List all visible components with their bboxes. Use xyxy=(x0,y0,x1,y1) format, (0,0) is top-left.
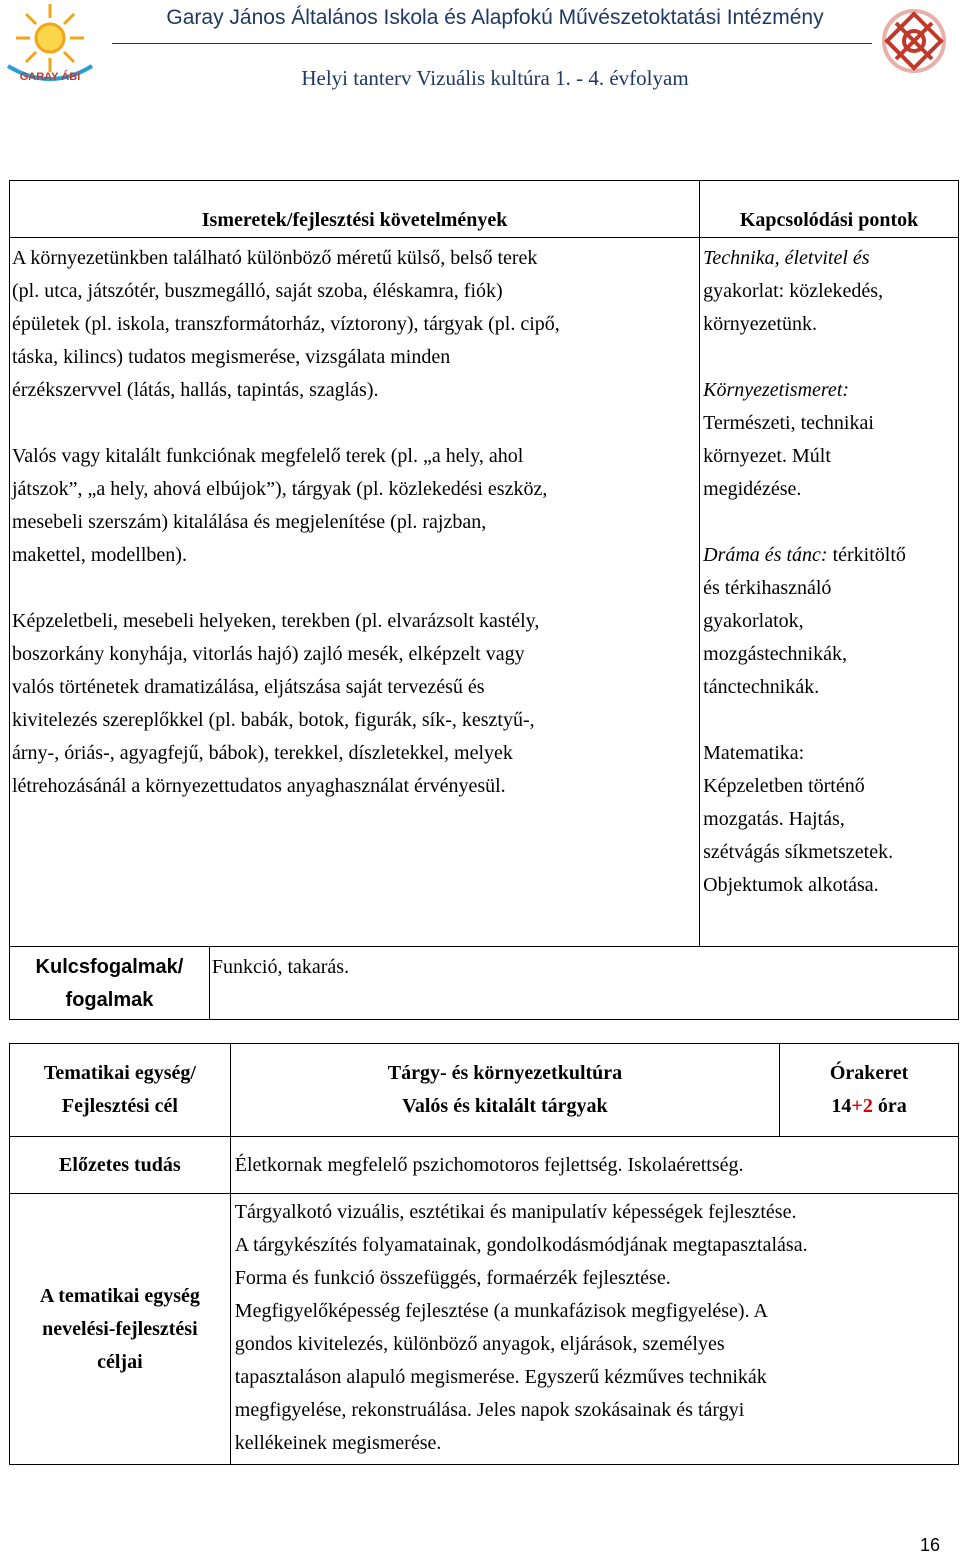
hours-label: Órakeret xyxy=(829,1062,909,1084)
unit-label xyxy=(10,1044,231,1137)
connections-cell xyxy=(700,238,959,947)
prior-knowledge-label: Előzetes tudás xyxy=(10,1137,231,1194)
kornyezet-label: Környezetismeret: xyxy=(703,379,850,401)
requirements-table xyxy=(9,180,959,1020)
unit-hours xyxy=(780,1044,959,1137)
text-line: mesebeli szerszám) kitalálása és megjelenítése (pl. rajzban, xyxy=(12,511,487,533)
text-line: Forma és funkció összefüggés, formaérzék fejlesztése. xyxy=(234,1267,671,1289)
text-line: gyakorlatok, xyxy=(703,610,804,632)
subject-line: Valós és kitalált tárgyak xyxy=(402,1095,608,1117)
institution-name: Garay János Általános Iskola és Alapfokú Művészetoktatási Intézmény xyxy=(166,6,824,29)
col-header-requirements: Ismeretek/fejlesztési követelmények xyxy=(10,181,700,238)
curriculum-subtitle: Helyi tanterv Vizuális kultúra 1. - 4. évfolyam xyxy=(301,66,689,90)
goals-label xyxy=(10,1194,231,1465)
text-line: tapasztaláson alapuló megismerése. Egyszerű kézműves technikák xyxy=(234,1366,767,1388)
school-logo xyxy=(2,0,98,90)
requirements-paragraph-2 xyxy=(12,440,697,572)
keywords-label xyxy=(10,947,210,1020)
keywords-value: Funkció, takarás. xyxy=(209,947,958,1020)
text-line: A tárgykészítés folyamatainak, gondolkodásmódjának megtapasztalása. xyxy=(234,1234,808,1256)
text-line: (pl. utca, játszótér, buszmegálló, saját szoba, éléskamra, fiók) xyxy=(12,280,503,302)
text-line: Megfigyelőképesség fejlesztése (a munkafázisok megfigyelése). A xyxy=(234,1300,768,1322)
text-line: boszorkány konyhája, vitorlás hajó) zajló mesék, elképzelt vagy xyxy=(12,643,525,665)
text-line: érzékszervvel (látás, hallás, tapintás, szaglás). xyxy=(12,379,379,401)
page-number: 16 xyxy=(920,1535,941,1555)
text-line: épületek (pl. iskola, transzformátorház, víztorony), tárgyak (pl. cipő, xyxy=(12,313,560,335)
col-header-connections: Kapcsolódási pontok xyxy=(700,181,959,238)
text-line: Természeti, technikai xyxy=(703,412,874,434)
text-line: makettel, modellben). xyxy=(12,544,187,566)
text-line: tánctechnikák. xyxy=(703,676,820,698)
text-line: szétvágás síkmetszetek. xyxy=(703,841,894,863)
text-line: megfigyelése, rekonstruálása. Jeles napok szokásainak és tárgyi xyxy=(234,1399,745,1421)
text-line: mozgástechnikák, xyxy=(703,643,847,665)
text-line: gondos kivitelezés, különböző anyagok, eljárások, személyes xyxy=(234,1333,725,1355)
header-divider xyxy=(112,43,872,44)
drama-label: Dráma és tánc: xyxy=(703,544,828,566)
unit-subject xyxy=(230,1044,779,1137)
text-line: és térkihasználó xyxy=(703,577,832,599)
logo-text: GARAY ÁBI xyxy=(19,71,81,83)
requirements-paragraph-1 xyxy=(12,242,697,407)
text-line: kellékeinek megismerése. xyxy=(234,1432,442,1454)
text-line: térkitöltő xyxy=(827,544,906,566)
text-line: kivitelezés szereplőkkel (pl. babák, botok, figurák, sík-, kesztyű-, xyxy=(12,709,535,731)
prior-knowledge-value: Életkornak megfelelő pszichomotoros fejlettség. Iskolaérettség. xyxy=(230,1137,958,1194)
goals-label-line: céljai xyxy=(97,1350,143,1373)
text-line: Tárgyalkotó vizuális, esztétikai és manipulatív képességek fejlesztése. xyxy=(234,1201,797,1223)
text-line: környezet. Múlt xyxy=(703,445,831,467)
goals-value xyxy=(230,1194,958,1465)
text-line: árny-, óriás-, agyagfejű, bábok), terekkel, díszletekkel, melyek xyxy=(12,742,513,764)
text-line: létrehozásánál a környezettudatos anyaghasználat érvényesül. xyxy=(12,775,506,797)
hours-unit: óra xyxy=(872,1095,907,1117)
hours-base: 14 xyxy=(831,1095,852,1117)
requirements-paragraph-3 xyxy=(12,605,697,803)
text-line: Valós vagy kitalált funkciónak megfelelő terek (pl. „a hely, ahol xyxy=(12,445,524,467)
text-line: táska, kilincs) tudatos megismerése, vizsgálata minden xyxy=(12,346,451,368)
text-line: Objektumok alkotása. xyxy=(703,874,879,896)
text-line: Képzeletben történő xyxy=(703,775,865,797)
matek-label: Matematika: xyxy=(703,742,805,764)
requirements-cell xyxy=(10,238,700,933)
text-line: mozgatás. Hajtás, xyxy=(703,808,845,830)
text-line: A környezetünkben található különböző méretű külső, belső terek xyxy=(12,247,538,269)
text-line: környezetünk. xyxy=(703,313,817,335)
text-line: valós történetek dramatizálása, eljátszása saját tervezésű és xyxy=(12,676,485,698)
hours-plus: +2 xyxy=(851,1095,873,1117)
text-line: Képzeletbeli, mesebeli helyeken, terekben (pl. elvarázsolt kastély, xyxy=(12,610,540,632)
goals-label-line: nevelési-fejlesztési xyxy=(42,1317,198,1340)
text-line: gyakorlat: közlekedés, xyxy=(703,280,884,302)
keywords-label-line: Kulcsfogalmak/ xyxy=(35,956,184,978)
text-line: megidézése. xyxy=(703,478,802,500)
technika-label: Technika, életvitel és xyxy=(703,247,870,269)
keywords-label-line: fogalmak xyxy=(65,989,154,1011)
unit-label-line: Fejlesztési cél xyxy=(61,1095,178,1117)
goals-label-line: A tematikai egység xyxy=(39,1284,200,1307)
text-line: játszok”, „a hely, ahová elbújok”), tárgyak (pl. közlekedési eszköz, xyxy=(12,478,548,500)
unit-table xyxy=(9,1043,959,1465)
unit-label-line: Tematikai egység/ xyxy=(43,1062,196,1084)
subject-line: Tárgy- és környezetkultúra xyxy=(387,1062,623,1084)
